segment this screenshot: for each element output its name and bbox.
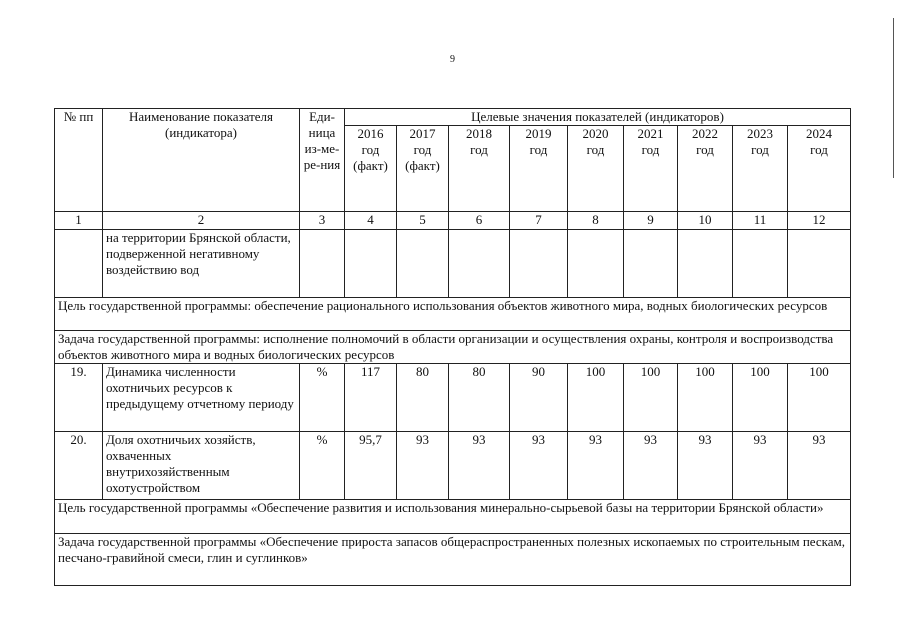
column-number: 11: [733, 212, 788, 230]
goal-row: [55, 500, 851, 534]
column-number: 5: [397, 212, 449, 230]
row-number: 19.: [55, 364, 103, 432]
column-number: 8: [568, 212, 624, 230]
indicator-name: Динамика численности охотничьих ресурсов к предыдущему отчетному периоду: [103, 364, 300, 432]
header-year: 2023 год: [733, 126, 788, 212]
value-cell: 100: [568, 364, 624, 432]
value-cell: 100: [788, 364, 851, 432]
column-number: 1: [55, 212, 103, 230]
unit: %: [300, 432, 345, 500]
value-cell: 93: [510, 432, 568, 500]
value-cell: 93: [788, 432, 851, 500]
header-year: 2021 год: [624, 126, 678, 212]
value-cell: 90: [510, 364, 568, 432]
value-cell: 100: [678, 364, 733, 432]
table-row: [55, 432, 851, 500]
scan-edge-line: [893, 18, 894, 178]
header-year: 2024 год: [788, 126, 851, 212]
value-cell: 93: [733, 432, 788, 500]
value-cell: 93: [678, 432, 733, 500]
column-number: 7: [510, 212, 568, 230]
header-target-values: Целевые значения показателей (индикаторов): [345, 109, 851, 126]
header-unit: Еди-ница из-ме-ре-ния: [300, 109, 345, 212]
value-cell: 93: [624, 432, 678, 500]
table-row: [55, 364, 851, 432]
header-year: 2016 год (факт): [345, 126, 397, 212]
column-number: 6: [449, 212, 510, 230]
task-row: [55, 534, 851, 586]
goal-text: Цель государственной программы «Обеспечение развития и использования минерально-сырьевой базы на территории Брянской области»: [55, 500, 851, 534]
header-year: 2020 год: [568, 126, 624, 212]
continued-indicator-name: на территории Брянской области, подверженной негативному воздействию вод: [103, 230, 300, 298]
row-number: 20.: [55, 432, 103, 500]
column-number: 4: [345, 212, 397, 230]
value-cell: 100: [733, 364, 788, 432]
value-cell: 93: [397, 432, 449, 500]
indicators-table: [54, 108, 851, 586]
value-cell: 80: [397, 364, 449, 432]
header-row: [55, 109, 851, 126]
header-year: 2018 год: [449, 126, 510, 212]
task-text: Задача государственной программы «Обеспечение прироста запасов общераспространенных полезных ископаемых по строительным пескам, песчано-гравийной смеси, глин и суглинков»: [55, 534, 851, 586]
header-year: 2017 год (факт): [397, 126, 449, 212]
column-number: 2: [103, 212, 300, 230]
header-indicator-name: Наименование показателя (индикатора): [103, 109, 300, 212]
goal-text: Цель государственной программы: обеспечение рационального использования объектов животного мира, водных биологических ресурсов: [55, 298, 851, 331]
value-cell: 80: [449, 364, 510, 432]
value-cell: 93: [449, 432, 510, 500]
unit: %: [300, 364, 345, 432]
value-cell: 100: [624, 364, 678, 432]
task-text: Задача государственной программы: исполнение полномочий в области организации и осуществления охраны, контроля и воспроизводства объектов животного мира и водных биологических ресурсов: [55, 331, 851, 364]
indicator-name: Доля охотничьих хозяйств, охваченных внутрихозяйственным охотустройством: [103, 432, 300, 500]
value-cell: 95,7: [345, 432, 397, 500]
value-cell: 93: [568, 432, 624, 500]
header-year: 2019 год: [510, 126, 568, 212]
value-cell: 117: [345, 364, 397, 432]
column-number: 3: [300, 212, 345, 230]
column-number: 10: [678, 212, 733, 230]
continued-row: [55, 230, 851, 298]
page-number: 9: [450, 54, 455, 65]
task-row: [55, 331, 851, 364]
header-year: 2022 год: [678, 126, 733, 212]
column-number: 12: [788, 212, 851, 230]
goal-row: [55, 298, 851, 331]
header-number: № пп: [55, 109, 103, 212]
column-numbers-row: [55, 212, 851, 230]
column-number: 9: [624, 212, 678, 230]
